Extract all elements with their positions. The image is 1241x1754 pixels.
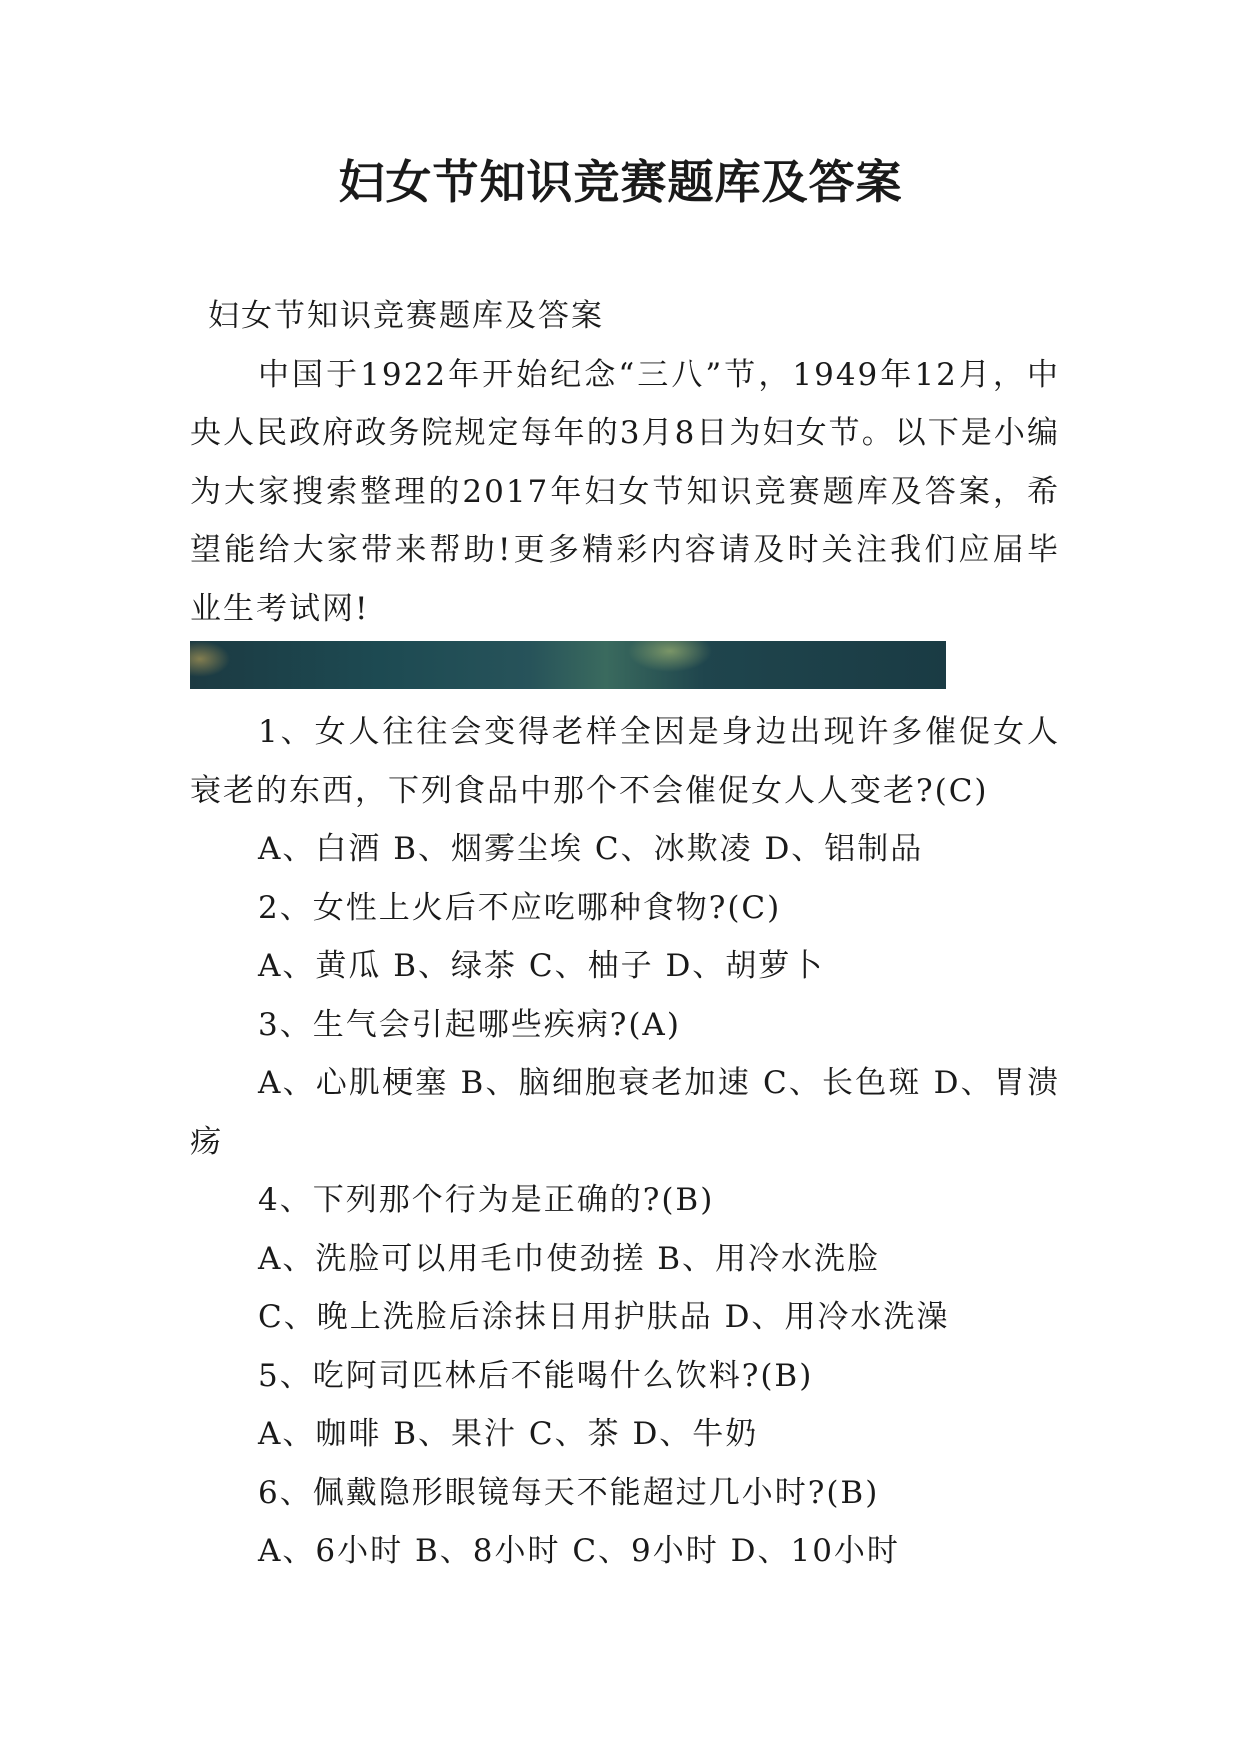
- question-1: 1、女人往往会变得老样全因是身边出现许多催促女人衰老的东西，下列食品中那个不会催促女人人变老?(C): [190, 714, 1060, 809]
- question-2: 2、女性上火后不应吃哪种食物?(C): [258, 889, 782, 926]
- question-4: 4、下列那个行为是正确的?(B): [258, 1182, 715, 1218]
- page-title: 妇女节知识竞赛题库及答案: [338, 155, 903, 209]
- article-body: [190, 287, 1060, 1581]
- question-5: 5、吃阿司匹林后不能喝什么饮料?(B): [258, 1357, 814, 1394]
- question-6: 6、佩戴隐形眼镜每天不能超过几小时?(B): [258, 1474, 880, 1511]
- question-5-options: A、咖啡 B、果汁 C、茶 D、牛奶: [258, 1416, 759, 1452]
- banner-image: [190, 641, 946, 689]
- question-3: 3、生气会引起哪些疾病?(A): [258, 1006, 681, 1043]
- question-3-options: A、心肌梗塞 B、脑细胞衰老加速 C、长色斑 D、胃溃疡: [190, 1065, 1060, 1160]
- article-subtitle: 妇女节知识竞赛题库及答案: [208, 298, 604, 334]
- question-6-options: A、6小时 B、8小时 C、9小时 D、10小时: [258, 1533, 900, 1569]
- intro-paragraph: 中国于1922年开始纪念“三八”节，1949年12月，中央人民政府政务院规定每年的3月8日为妇女节。以下是小编为大家搜索整理的2017年妇女节知识竞赛题库及答案，希望能给大家带来帮助!更多精彩内容请及时关注我们应届毕业生考试网!: [190, 356, 1060, 627]
- question-2-options: A、黄瓜 B、绿茶 C、柚子 D、胡萝卜: [258, 948, 825, 984]
- question-1-options: A、白酒 B、烟雾尘埃 C、冰欺凌 D、铝制品: [258, 831, 924, 867]
- question-4-options-line-2: C、晚上洗脸后涂抹日用护肤品 D、用冷水洗澡: [258, 1299, 950, 1335]
- question-4-options-line-1: A、洗脸可以用毛巾使劲搓 B、用冷水洗脸: [258, 1240, 881, 1277]
